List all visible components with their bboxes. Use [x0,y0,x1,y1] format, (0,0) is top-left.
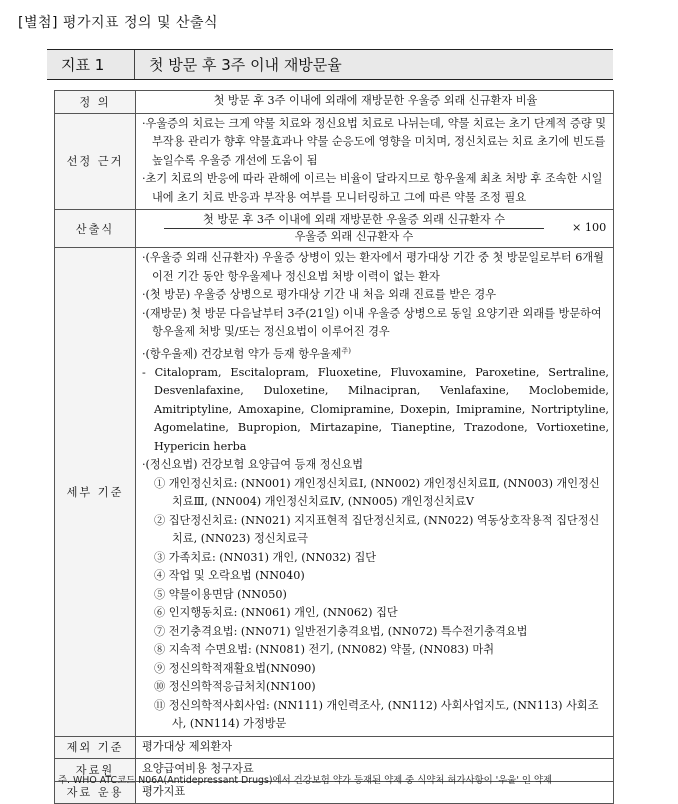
indicator-name: 첫 방문 후 3주 이내 재방문율 [149,56,342,74]
row-definition [55,91,614,114]
label-formula: 산출식 [55,210,136,248]
rationale-content [136,113,614,210]
row-details [55,248,614,737]
procedure-item: ⑥ 인지행동치료: (NN061) 개인, (NN062) 집단 [154,606,398,620]
formula-denominator: 우울증 외래 신규환자 수 [294,230,414,243]
formula-numerator: 첫 방문 후 3주 이내에 외래 재방문한 우울증 외래 신규환자 수 [164,212,544,229]
procedure-item: ① 개인정신치료: (NN001) 개인정신치료Ⅰ, (NN002) 개인정신치료Ⅱ, (NN003) 개인정신치료Ⅲ, (NN004) 개인정신치료Ⅳ, (NN005) 개인정신치료Ⅴ [154,476,600,509]
exclusion-text: 평가대상 제외환자 [136,736,614,759]
footnote: 주. WHO ATC코드 N06A(Antidepressant Drugs)에서 건강보험 약가 등재된 약제 중 식약처 허가사항이 '우울' 인 약제 [58,775,553,786]
details-bullet: ·(재방문) 첫 방문 다음날부터 3주(21일) 이내 우울증 상병으로 동일 요양기관 외래를 방문하여 항우울제 처방 및/또는 정신요법이 이루어진 경우 [142,306,602,338]
formula-multiplier: × 100 [572,220,607,234]
procedure-item: ⑦ 전기충격요법: (NN071) 일반전기충격요법, (NN072) 특수전기충격요법 [154,624,528,638]
rationale-bullet: ·우울증의 치료는 크게 약물 치료와 정신요법 치료로 나뉘는데, 약물 치료는 초기 단계적 증량 및 부작용 관리가 향후 약물효과나 약물 순응도에 영향을 미치며, 정신치료는 치료 초기에 빈도를 높일수록 우울증 개선에 도움이 됨 [142,116,607,167]
formula-content [136,210,614,248]
row-rationale [55,113,614,210]
indicator-number: 지표 1 [47,50,135,79]
label-rationale: 선정 근거 [55,113,136,210]
label-definition: 정 의 [55,91,136,114]
label-source: 자료원 [55,759,136,782]
procedure-item: ⑪ 정신의학적사회사업: (NN111) 개인력조사, (NN112) 사회사업지도, (NN113) 사회조사, (NN114) 가정방문 [154,698,599,731]
psychotherapy-header: ·(정신요법) 건강보험 요양급여 등재 정신요법 [142,458,364,472]
procedure-item: ⑨ 정신의학적재활요법(NN090) [154,661,316,675]
source-text: 요양급여비용 청구자료 [136,759,614,782]
row-formula [55,210,614,248]
antidepressant-list: - Citalopram, Escitalopram, Fluoxetine, Fluvoxamine, Paroxetine, Sertraline, Desvenlafaxine, Duloxetine, Milnacipran, Venlafaxine, Moclobemide, Amitriptyline, Amoxapine, Clomipramine, Doxepin, Imipramine, Nortriptyline, Agomelatine, Bupropion, Mirtazapine, Tianeptine, Trazodone, Vortioxetine, Hypericin herba [142,365,609,453]
rationale-bullet: ·초기 치료의 반응에 따라 관해에 이르는 비율이 달라지므로 항우울제 최초 처방 후 조속한 시일 내에 초기 치료 반응과 부작용 여부를 모니터링하고 그에 따른 약물 조정 필요 [142,172,603,204]
procedure-item: ⑧ 지속적 수면요법: (NN081) 전기, (NN082) 약물, (NN083) 마취 [154,643,494,657]
details-bullet: ·(우울증 외래 신규환자) 우울증 상병이 있는 환자에서 평가대상 기간 중 첫 방문일로부터 6개월 이전 기간 동안 항우울제나 정신요법 처방 이력이 없는 환자 [142,251,604,283]
definition-text: 첫 방문 후 3주 이내에 외래에 재방문한 우울증 외래 신규환자 비율 [136,91,614,114]
footnote-mark: 주) [341,346,351,355]
details-bullet [142,342,609,364]
usage-text: 평가지표 [136,781,614,804]
antidepressant-header: ·(항우울제) 건강보험 약가 등재 항우울제 [142,347,342,361]
page-title: [별첨] 평가지표 정의 및 산출식 [18,15,219,31]
procedure-item: ⑩ 정신의학적응급처치(NN100) [154,680,316,694]
formula-fraction [142,211,609,245]
procedure-item: ③ 가족치료: (NN031) 개인, (NN032) 집단 [154,550,377,564]
label-usage: 자료 운용 [55,781,136,804]
procedure-item: ⑤ 약물이용면담 (NN050) [154,587,287,601]
indicator-table [54,90,614,804]
label-details: 세부 기준 [55,248,136,737]
indicator-title-bar [47,49,613,80]
row-exclusion [55,736,614,759]
details-content [136,248,614,737]
procedure-item: ④ 작업 및 오락요법 (NN040) [154,569,305,583]
label-exclusion: 제외 기준 [55,736,136,759]
details-bullet: ·(첫 방문) 우울증 상병으로 평가대상 기간 내 처음 외래 진료를 받은 경우 [142,288,497,301]
procedure-item: ② 집단정신치료: (NN021) 지지표현적 집단정신치료, (NN022) 역동상호작용적 집단정신치료, (NN023) 정신치료극 [154,513,600,546]
